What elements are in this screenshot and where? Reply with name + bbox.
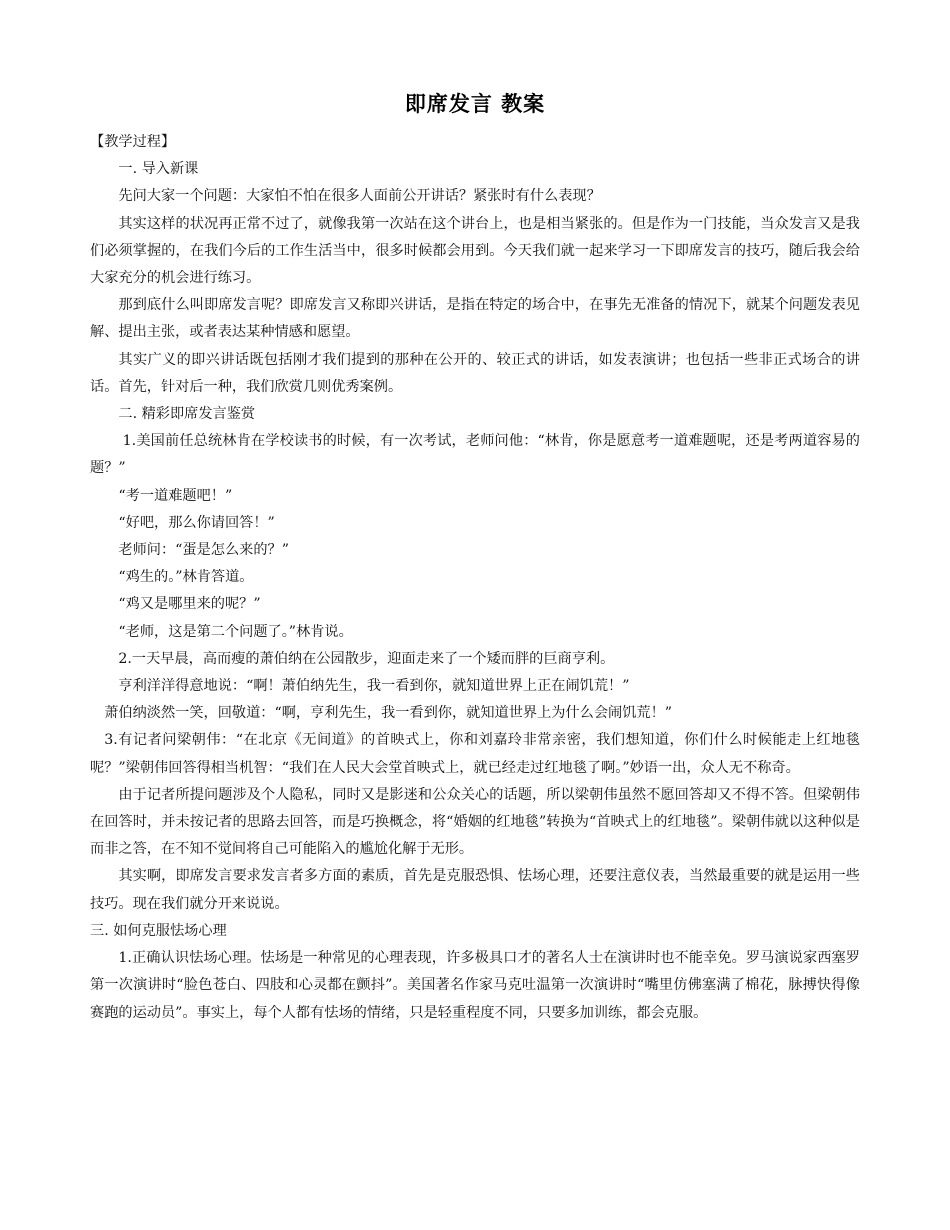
paragraph: 其实广义的即兴讲话既包括刚才我们提到的那种在公开的、较正式的讲话，如发表演讲；也包括一些非正式场合的讲话。首先，针对后一种，我们欣赏几则优秀案例。 <box>90 351 860 395</box>
dialogue-line: “鸡生的。”林肯答道。 <box>118 569 254 586</box>
heading-examples: 二. 精彩即席发言鉴赏 <box>118 406 256 423</box>
dialogue-line: “鸡又是哪里来的呢？” <box>118 596 261 613</box>
paragraph: 3.有记者问梁朝伟：“在北京《无间道》的首映式上，你和刘嘉玲非常亲密，我们想知道，你们什么时候能走上红地毯呢？”梁朝伟回答得相当机智：“我们在人民大会堂首映式上，就已经走过红地毯了啊。”妙语一出，众人无不称奇。 <box>90 732 860 776</box>
paragraph: 1.美国前任总统林肯在学校读书的时候，有一次考试，老师问他：“林肯，你是愿意考一道难题呢，还是考两道容易的题？” <box>90 433 860 477</box>
paragraph: 萧伯纳淡然一笑，回敬道：“啊，亨利先生，我一看到你，就知道世界上为什么会闹饥荒！” <box>104 705 673 722</box>
heading-stage-fright: 三. 如何克服怯场心理 <box>90 922 227 939</box>
dialogue-line: 老师问：“蛋是怎么来的？” <box>118 542 289 559</box>
paragraph: 2.一天早晨，高而瘦的萧伯纳在公园散步，迎面走来了一个矮而胖的巨商亨利。 <box>118 650 615 667</box>
heading-intro: 一. 导入新课 <box>118 161 199 178</box>
paragraph: 由于记者所提问题涉及个人隐私，同时又是影迷和公众关心的话题，所以梁朝伟虽然不愿回答却又不得不答。但梁朝伟在回答时，并未按记者的思路去回答，而是巧换概念，将“婚姻的红地毯”转换为“首映式上的红地毯”。梁朝伟就以这种似是而非之答，在不知不觉间将自己可能陷入的尴尬化解于无形。 <box>90 786 860 858</box>
dialogue-line: “老师，这是第二个问题了。”林肯说。 <box>118 623 353 640</box>
dialogue-line: “考一道难题吧！” <box>118 487 233 504</box>
section-header-teaching-process: 【教学过程】 <box>90 134 176 150</box>
paragraph: 先问大家一个问题：大家怕不怕在很多人面前公开讲话？紧张时有什么表现？ <box>118 188 601 205</box>
paragraph: 那到底什么叫即席发言呢？即席发言又称即兴讲话，是指在特定的场合中，在事先无准备的情况下，就某个问题发表见解、提出主张，或者表达某种情感和愿望。 <box>90 297 860 341</box>
paragraph: 其实啊，即席发言要求发言者多方面的素质，首先是克服恐惧、怯场心理，还要注意仪表，当然最重要的就是运用一些技巧。现在我们就分开来说说。 <box>90 868 860 912</box>
document-title: 即席发言 教案 <box>404 92 546 116</box>
paragraph: 1.正确认识怯场心理。怯场是一种常见的心理表现，许多极具口才的著名人士在演讲时也不能幸免。罗马演说家西塞罗第一次演讲时“脸色苍白、四肢和心灵都在颤抖”。美国著名作家马克吐温第一次演讲时“嘴里仿佛塞满了棉花，脉搏快得像赛跑的运动员”。事实上，每个人都有怯场的情绪，只是轻重程度不同，只要多加训练，都会克服。 <box>90 950 860 1021</box>
paragraph: 亨利洋洋得意地说：“啊！萧伯纳先生，我一看到你，就知道世界上正在闹饥荒！” <box>118 678 630 695</box>
paragraph: 其实这样的状况再正常不过了，就像我第一次站在这个讲台上，也是相当紧张的。但是作为一门技能，当众发言又是我们必须掌握的，在我们今后的工作生活当中，很多时候都会用到。今天我们就一起来学习一下即席发言的技巧，随后我会给大家充分的机会进行练习。 <box>90 215 860 287</box>
dialogue-line: “好吧，那么你请回答！” <box>118 514 275 531</box>
document-body <box>90 129 860 1027</box>
